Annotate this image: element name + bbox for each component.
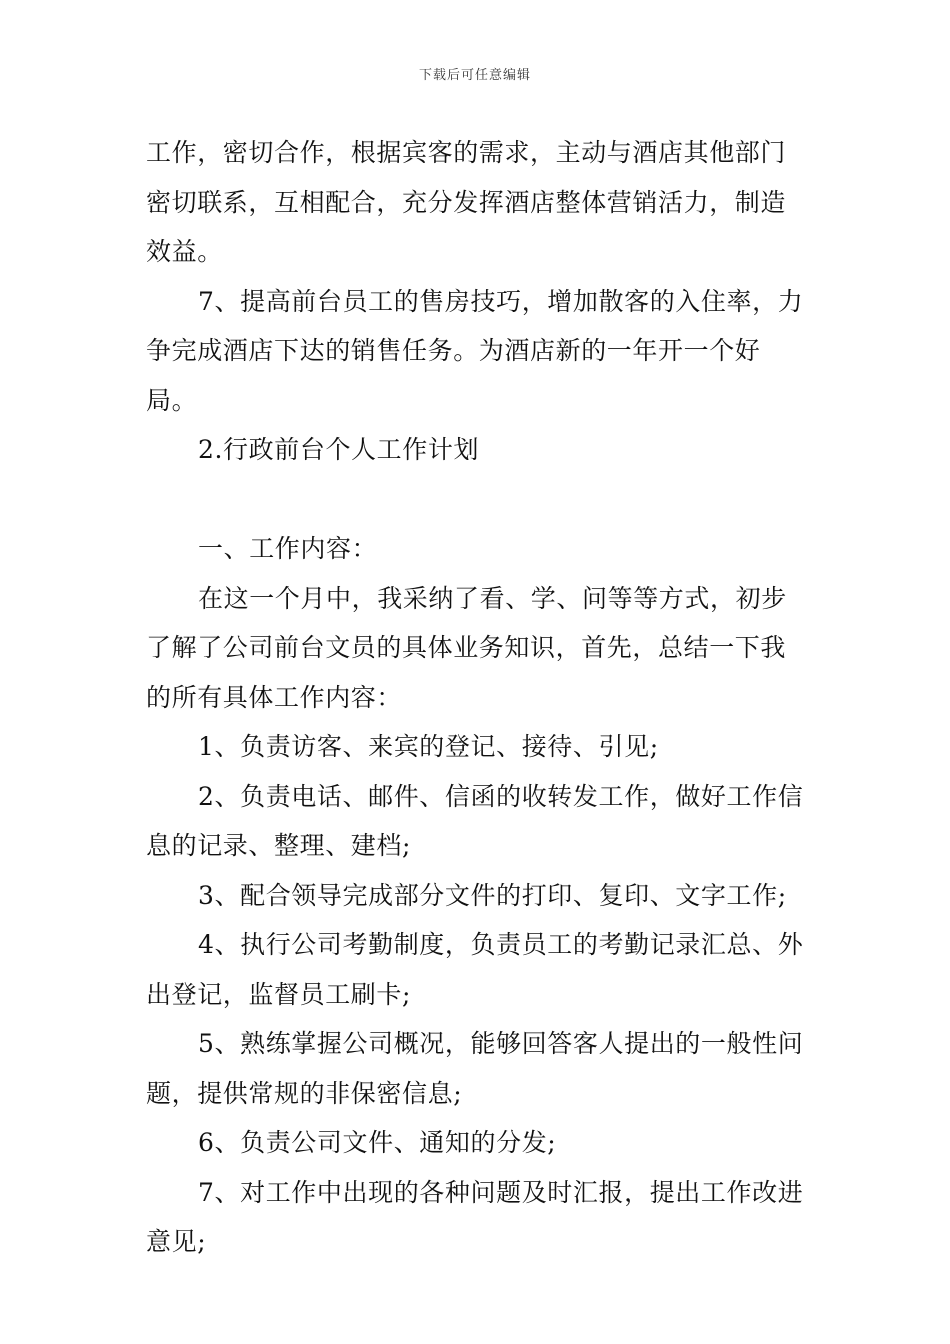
paragraph-intro: 在这一个月中，我采纳了看、学、问等等方式，初步了解了公司前台文员的具体业务知识，首先，总结一下我的所有具体工作内容： xyxy=(146,583,787,712)
list-item-7: 7、对工作中出现的各种问题及时汇报，提出工作改进意见; xyxy=(146,1177,804,1256)
blank-line xyxy=(146,475,808,525)
list-item-6: 6、负责公司文件、通知的分发; xyxy=(198,1128,557,1157)
list-item-1: 1、负责访客、来宾的登记、接待、引见; xyxy=(198,732,659,761)
subheading-work-content: 一、工作内容： xyxy=(198,534,378,563)
paragraph-item-7-sales: 7、提高前台员工的售房技巧，增加散客的入住率，力争完成酒店下达的销售任务。为酒店新的一年开一个好局。 xyxy=(146,286,804,415)
list-item-4: 4、执行公司考勤制度，负责员工的考勤记录汇总、外出登记，监督员工刷卡; xyxy=(146,930,804,1009)
list-item-5: 5、熟练掌握公司概况，能够回答客人提出的一般性问题，提供常规的非保密信息; xyxy=(146,1029,804,1108)
document-body xyxy=(146,128,808,1267)
paragraph-continuation: 工作，密切合作，根据宾客的需求，主动与酒店其他部门密切联系，互相配合，充分发挥酒店整体营销活力，制造效益。 xyxy=(146,138,787,266)
page-header-note: 下载后可任意编辑 xyxy=(418,68,531,83)
list-item-2: 2、负责电话、邮件、信函的收转发工作，做好工作信息的记录、整理、建档; xyxy=(146,781,804,860)
section-heading-admin-plan: 2.行政前台个人工作计划 xyxy=(198,435,480,464)
list-item-3: 3、配合领导完成部分文件的打印、复印、文字工作; xyxy=(198,880,787,910)
